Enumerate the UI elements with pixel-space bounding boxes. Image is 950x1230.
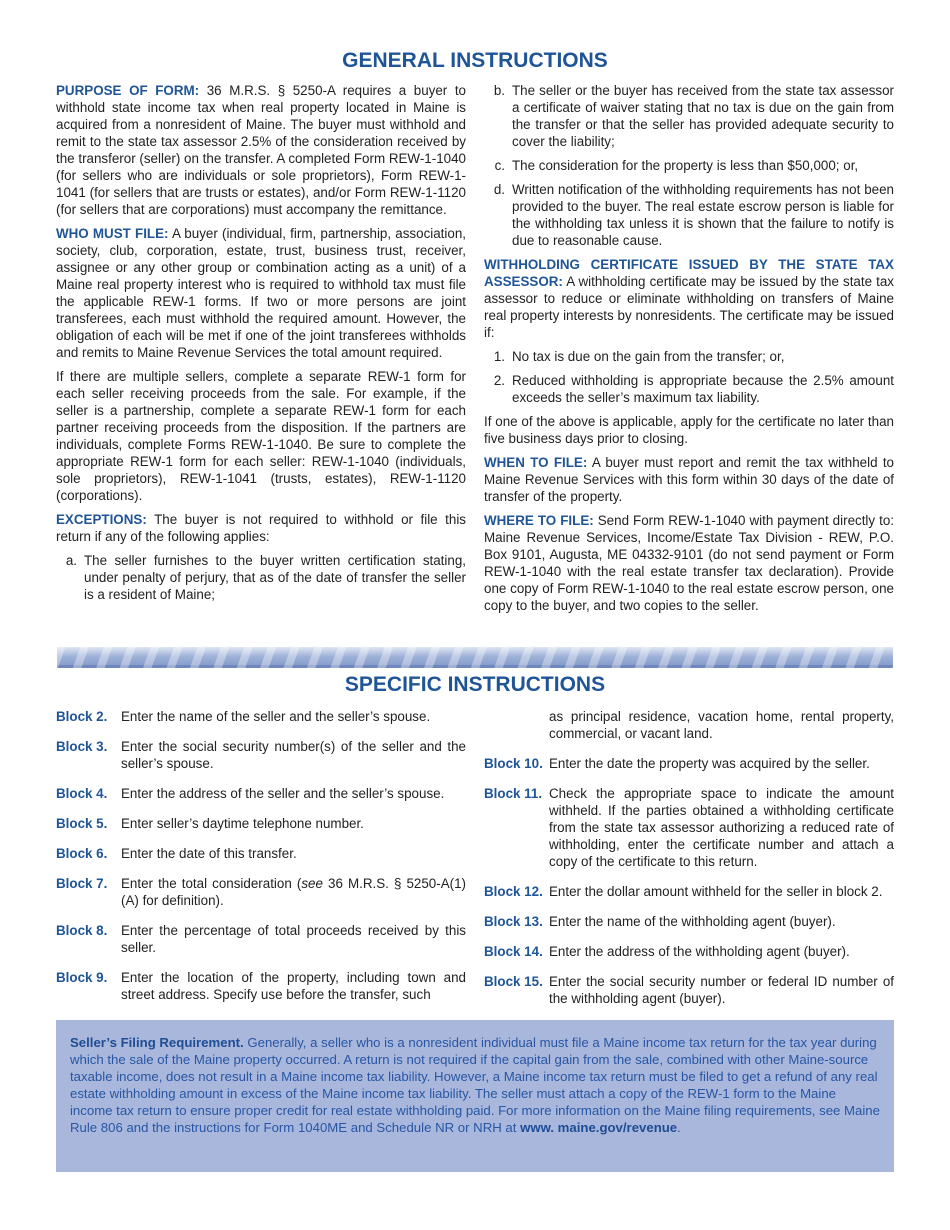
specific-left-column bbox=[56, 708, 466, 1016]
item-text: The seller or the buyer has received from the state tax assessor a certificate of waiver stating that no tax is due on the gain from the transfer or that the seller has provided adequate security to cover the liability; bbox=[512, 83, 894, 149]
block-item bbox=[56, 738, 466, 772]
block-text: Enter the social security number or federal ID number of the withholding agent (buyer). bbox=[549, 974, 894, 1006]
item-marker: c. bbox=[494, 158, 505, 173]
certificate-text: A withholding certificate may be issued by the state tax assessor to reduce or eliminate withholding on transfers of Maine real property interests by nonresidents. The certificate may be issued if: bbox=[484, 274, 894, 340]
block-label: Block 8. bbox=[56, 923, 108, 938]
block-text: Check the appropriate space to indicate the amount withheld. If the parties obtained a withholding certificate from the state tax assessor authorizing a reduced rate of withholding, enter the certificate number and attach a copy of the certificate to this return. bbox=[549, 786, 894, 869]
block-label: Block 13. bbox=[484, 914, 543, 929]
where-label: WHERE TO FILE: bbox=[484, 513, 594, 528]
seller-filing-end: . bbox=[677, 1120, 681, 1135]
where-paragraph bbox=[484, 512, 894, 614]
block-item bbox=[484, 785, 894, 870]
certificate-paragraph bbox=[484, 256, 894, 341]
specific-instructions-title: SPECIFIC INSTRUCTIONS bbox=[344, 673, 606, 696]
when-text: A buyer must report and remit the tax withheld to Maine Revenue Services with this form within 30 days of the date of transfer of the property. bbox=[484, 455, 894, 504]
purpose-paragraph bbox=[56, 82, 466, 218]
purpose-text: 36 M.R.S. § 5250-A requires a buyer to withhold state income tax when real property located in Maine is acquired from a nonresident of Maine. The buyer must withhold and remit to the state tax assessor 2.5% of the consideration received by the transferor (seller) on the transfer. A completed Form REW-1-1040 (for sellers who are individuals or sole proprietors), Form REW-1-1041 (for sellers that are trusts or estates), and/or Form REW-1-1120 (for sellers that are corporations) must accompany the remittance. bbox=[56, 83, 467, 217]
multiple-sellers-paragraph: If there are multiple sellers, complete a separate REW-1 form for each seller receiving proceeds from the sale. For example, if the seller is a partnership, complete a separate REW-1 form for each partner receiving proceeds from the disposition. If the partners are individuals, complete Forms REW-1-1040. Be sure to complete the appropriate REW-1 form for each seller: REW-1-1040 (individuals, sole proprietors), REW-1-1041 (trusts, estates), REW-1-1120 (corporations). bbox=[56, 369, 466, 503]
block-item bbox=[484, 913, 894, 930]
block-item bbox=[56, 875, 466, 909]
certificate-label: WITHHOLDING CERTIFICATE ISSUED BY THE STATE TAX ASSESSOR: bbox=[484, 257, 894, 289]
seller-filing-label: Seller’s Filing Requirement. bbox=[70, 1035, 244, 1050]
who-text: A buyer (individual, firm, partnership, association, society, club, corporation, estate, trust, business trust, receiver, assignee or any other group or combination acting as a unit) of a Maine real property interest who is required to withhold tax must file the applicable REW-1 forms. If two or more persons are joint transferees, each must withhold the required amount. However, the obligation of each will be met if one of the joint transferees withholds and remits to Maine Revenue Services the total amount required. bbox=[56, 226, 466, 360]
block7-see: see bbox=[301, 876, 323, 891]
block-label: Block 11. bbox=[484, 786, 543, 801]
block-text: Enter the location of the property, including town and street address. Specify use before the transfer, such bbox=[121, 970, 466, 1002]
block-item bbox=[484, 973, 894, 1007]
block-item bbox=[56, 845, 466, 862]
exceptions-text: The buyer is not required to withhold or file this return if any of the following applies: bbox=[56, 512, 466, 544]
block-item bbox=[56, 969, 466, 1003]
who-label: WHO MUST FILE: bbox=[56, 226, 169, 241]
block-text: as principal residence, vacation home, rental property, commercial, or vacant land. bbox=[549, 709, 894, 741]
general-instructions-title: GENERAL INSTRUCTIONS bbox=[342, 49, 608, 72]
exception-item bbox=[484, 181, 894, 249]
seller-filing-requirement-box bbox=[56, 1020, 894, 1172]
block-item bbox=[56, 708, 466, 725]
item-text: Written notification of the withholding requirements has not been provided to the buyer. The real estate escrow person is liable for the withholding tax unless it is shown that the failure to notify is due to reasonable cause. bbox=[512, 182, 894, 248]
seller-filing-text: Generally, a seller who is a nonresident individual must file a Maine income tax return for the tax year during which the sale of the Maine property occurred. A return is not required if the capital gain from the sale, combined with other Maine-source taxable income, does not result in a Maine income tax liability. However, a Maine income tax return must be filed to get a refund of any real estate withholding amount in excess of the Maine income tax liability. The seller must attach a copy of the REW-1 form to the Maine income tax return to ensure proper credit for real estate withholding paid. For more information on the Maine filing requirements, see Maine Rule 806 and the instructions for Form 1040ME and Schedule NR or NRH at bbox=[70, 1035, 880, 1135]
item-marker: a. bbox=[65, 553, 77, 568]
block-label: Block 4. bbox=[56, 786, 108, 801]
block-label: Block 12. bbox=[484, 884, 543, 899]
block-label: Block 2. bbox=[56, 709, 108, 724]
block-text: Enter the address of the withholding agent (buyer). bbox=[549, 944, 850, 959]
item-marker: d. bbox=[493, 182, 505, 197]
certificate-item bbox=[484, 372, 894, 406]
block-label: Block 10. bbox=[484, 756, 543, 771]
exception-item bbox=[484, 157, 894, 174]
block-text: Enter the name of the seller and the seller’s spouse. bbox=[121, 709, 431, 724]
item-text: Reduced withholding is appropriate because the 2.5% amount exceeds the seller’s maximum tax liability. bbox=[512, 373, 894, 405]
block-label: Block 9. bbox=[56, 970, 108, 985]
block-label: Block 5. bbox=[56, 816, 108, 831]
item-marker: b. bbox=[493, 83, 505, 98]
general-left-column bbox=[56, 82, 466, 610]
revenue-website-link[interactable]: www. maine.gov/revenue bbox=[520, 1120, 678, 1135]
block-text: Enter the social security number(s) of the seller and the seller’s spouse. bbox=[121, 739, 466, 771]
exception-item bbox=[484, 82, 894, 150]
block-item bbox=[56, 785, 466, 802]
block-text: Enter the address of the seller and the seller’s spouse. bbox=[121, 786, 445, 801]
block-label: Block 15. bbox=[484, 974, 543, 989]
block-text: Enter the percentage of total proceeds received by this seller. bbox=[121, 923, 466, 955]
block-item bbox=[56, 815, 466, 832]
block-label: Block 3. bbox=[56, 739, 108, 754]
when-label: WHEN TO FILE: bbox=[484, 455, 588, 470]
block-item bbox=[56, 922, 466, 956]
block7-text-post: 36 M.R.S. § 5250-A(1)(A) for definition). bbox=[121, 876, 467, 908]
item-text: The consideration for the property is less than $50,000; or, bbox=[512, 158, 859, 173]
block-label: Block 6. bbox=[56, 846, 108, 861]
block-item bbox=[484, 943, 894, 960]
specific-right-column bbox=[484, 708, 894, 1020]
block-text: Enter the dollar amount withheld for the seller in block 2. bbox=[549, 884, 883, 899]
block-item bbox=[484, 755, 894, 772]
block-text: Enter seller’s daytime telephone number. bbox=[121, 816, 364, 831]
block-label: Block 14. bbox=[484, 944, 543, 959]
purpose-label: PURPOSE OF FORM: bbox=[56, 83, 200, 98]
block-item bbox=[484, 883, 894, 900]
block-text: Enter the date of this transfer. bbox=[121, 846, 297, 861]
when-paragraph bbox=[484, 454, 894, 505]
block-text: Enter the name of the withholding agent (buyer). bbox=[549, 914, 836, 929]
block-text bbox=[121, 875, 466, 909]
item-marker: 2. bbox=[493, 373, 505, 388]
who-paragraph bbox=[56, 225, 466, 361]
certificate-item bbox=[484, 348, 894, 365]
certificate-after: If one of the above is applicable, apply for the certificate no later than five business days prior to closing. bbox=[484, 414, 894, 446]
item-text: The seller furnishes to the buyer written certification stating, under penalty of perjury, that as of the date of transfer the seller is a resident of Maine; bbox=[84, 553, 466, 602]
block7-text-pre: Enter the total consideration ( bbox=[121, 876, 302, 891]
section-divider-banner bbox=[57, 647, 893, 668]
exception-item bbox=[56, 552, 466, 603]
general-right-column bbox=[484, 82, 894, 621]
item-marker: 1. bbox=[493, 349, 505, 364]
block-text: Enter the date the property was acquired by the seller. bbox=[549, 756, 870, 771]
exceptions-paragraph bbox=[56, 511, 466, 545]
block-label: Block 7. bbox=[56, 876, 108, 891]
item-text: No tax is due on the gain from the transfer; or, bbox=[512, 349, 785, 364]
exceptions-label: EXCEPTIONS: bbox=[56, 512, 147, 527]
where-text: Send Form REW-1-1040 with payment directly to: Maine Revenue Services, Income/Estate Tax Division - REW, P.O. Box 9101, Augusta, ME 04332-9101 (do not send payment or Form REW-1-1040 with the real estate transfer tax declaration). Provide one copy of Form REW-1-1040 to the real estate escrow person, one copy to the buyer, and two copies to the seller. bbox=[484, 513, 895, 613]
block9-continuation bbox=[484, 708, 894, 742]
